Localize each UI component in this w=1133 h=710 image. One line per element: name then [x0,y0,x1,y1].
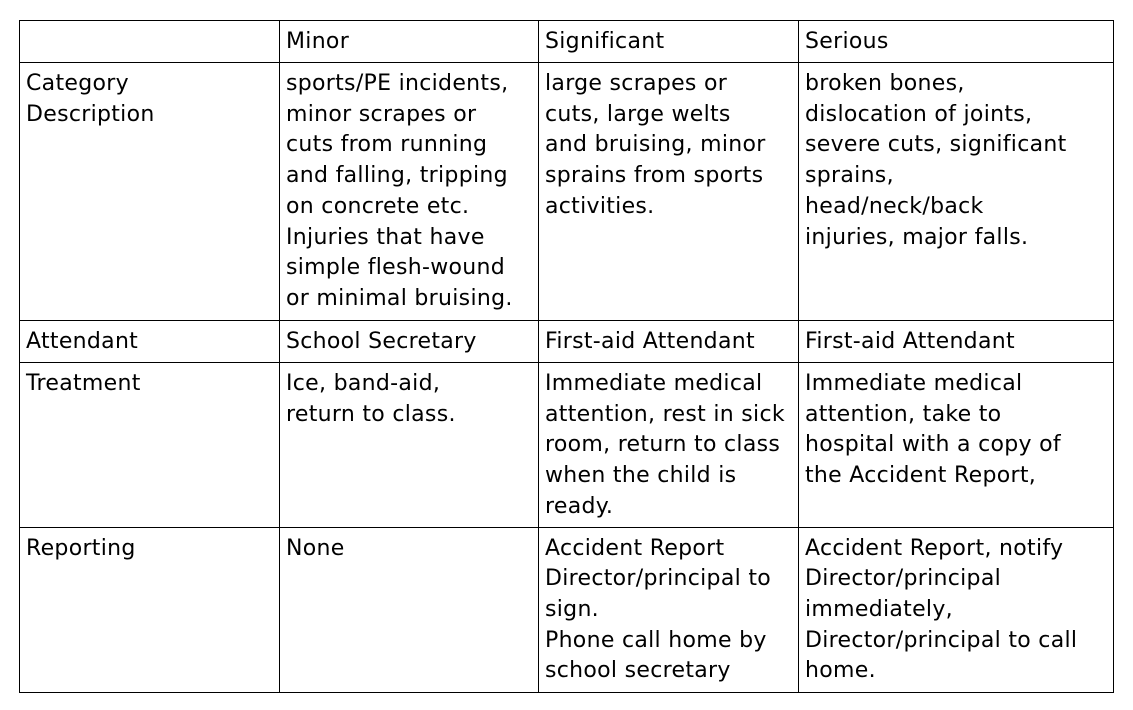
cell-category-significant [539,63,799,321]
row-label-attendant [20,321,280,363]
cell-text-line: school secretary [545,658,731,684]
cell-text-line: Category [26,71,129,96]
cell-text-line: attention, take to [805,401,1002,427]
cell-text-line: dislocation of joints, [805,101,1033,127]
header-serious: Serious [799,21,1114,63]
cell-category-serious [799,63,1114,321]
cell-text-line: Reporting [26,535,136,561]
cell-text-line: on concrete etc. [286,193,470,219]
cell-text-line: Director/principal to [545,566,771,592]
cell-text-line: large scrapes or [545,71,728,96]
header-row [20,21,1114,63]
cell-attendant-minor [280,321,539,363]
cell-text-line: severe cuts, significant [805,132,1067,158]
cell-text-line: Director/principal [805,566,1002,592]
cell-text-line: return to class. [286,401,456,427]
cell-text-line: cuts, large welts [545,101,731,127]
cell-attendant-significant [539,321,799,363]
cell-attendant-serious [799,321,1114,363]
cell-text-line: Description [26,101,155,127]
cell-category-minor [280,63,539,321]
cell-text-line: sprains from sports [545,163,764,189]
cell-reporting-minor [280,527,539,692]
cell-treatment-minor [280,363,539,528]
cell-text-line: sprains, [805,163,894,189]
table-row-category-description [20,63,1114,321]
cell-treatment-significant [539,363,799,528]
row-label-treatment [20,363,280,528]
cell-text-line: or minimal bruising. [286,285,513,311]
cell-text-line: hospital with a copy of [805,432,1061,458]
cell-text-line: Treatment [26,371,141,396]
cell-text-line: room, return to class [545,432,781,458]
cell-text-line: Immediate medical [805,371,1023,396]
cell-text-line: attention, rest in sick [545,401,785,427]
cell-text-line: the Accident Report, [805,463,1037,489]
row-label-category-description [20,63,280,321]
cell-text-line: when the child is [545,463,737,489]
cell-text-line: sports/PE incidents, [286,71,509,96]
cell-text-line: and falling, tripping [286,163,508,189]
cell-text-line: Ice, band-aid, [286,371,441,396]
cell-text-line: Injuries that have [286,224,485,250]
cell-text-line: Phone call home by [545,627,767,653]
row-label-reporting [20,527,280,692]
cell-text-line: First-aid Attendant [545,329,755,354]
cell-text-line: First-aid Attendant [805,329,1015,354]
cell-text-line: cuts from running [286,132,488,158]
cell-text-line: immediately, [805,596,953,622]
cell-text-line: ready. [545,493,614,519]
cell-text-line: and bruising, minor [545,132,766,158]
cell-text-line: Director/principal to call [805,627,1078,653]
table-row-treatment [20,363,1114,528]
cell-text-line: head/neck/back [805,193,984,219]
injury-response-table [19,20,1114,693]
cell-text-line: home. [805,658,876,684]
header-significant: Significant [539,21,799,63]
header-corner-cell [20,21,280,63]
cell-text-line: broken bones, [805,71,965,96]
cell-text-line: Accident Report, notify [805,535,1064,561]
cell-text-line: activities. [545,193,655,219]
table-row-reporting [20,527,1114,692]
cell-text-line: simple flesh-wound [286,255,506,281]
cell-text-line: minor scrapes or [286,101,477,127]
cell-text-line: sign. [545,596,599,622]
cell-reporting-significant [539,527,799,692]
cell-text-line: injuries, major falls. [805,224,1029,250]
table-row-attendant [20,321,1114,363]
cell-text-line: School Secretary [286,329,477,354]
cell-reporting-serious [799,527,1114,692]
cell-text-line: Immediate medical [545,371,763,396]
header-minor: Minor [280,21,539,63]
cell-text-line: None [286,535,345,561]
cell-treatment-serious [799,363,1114,528]
cell-text-line: Accident Report [545,535,725,561]
cell-text-line: Attendant [26,329,139,354]
